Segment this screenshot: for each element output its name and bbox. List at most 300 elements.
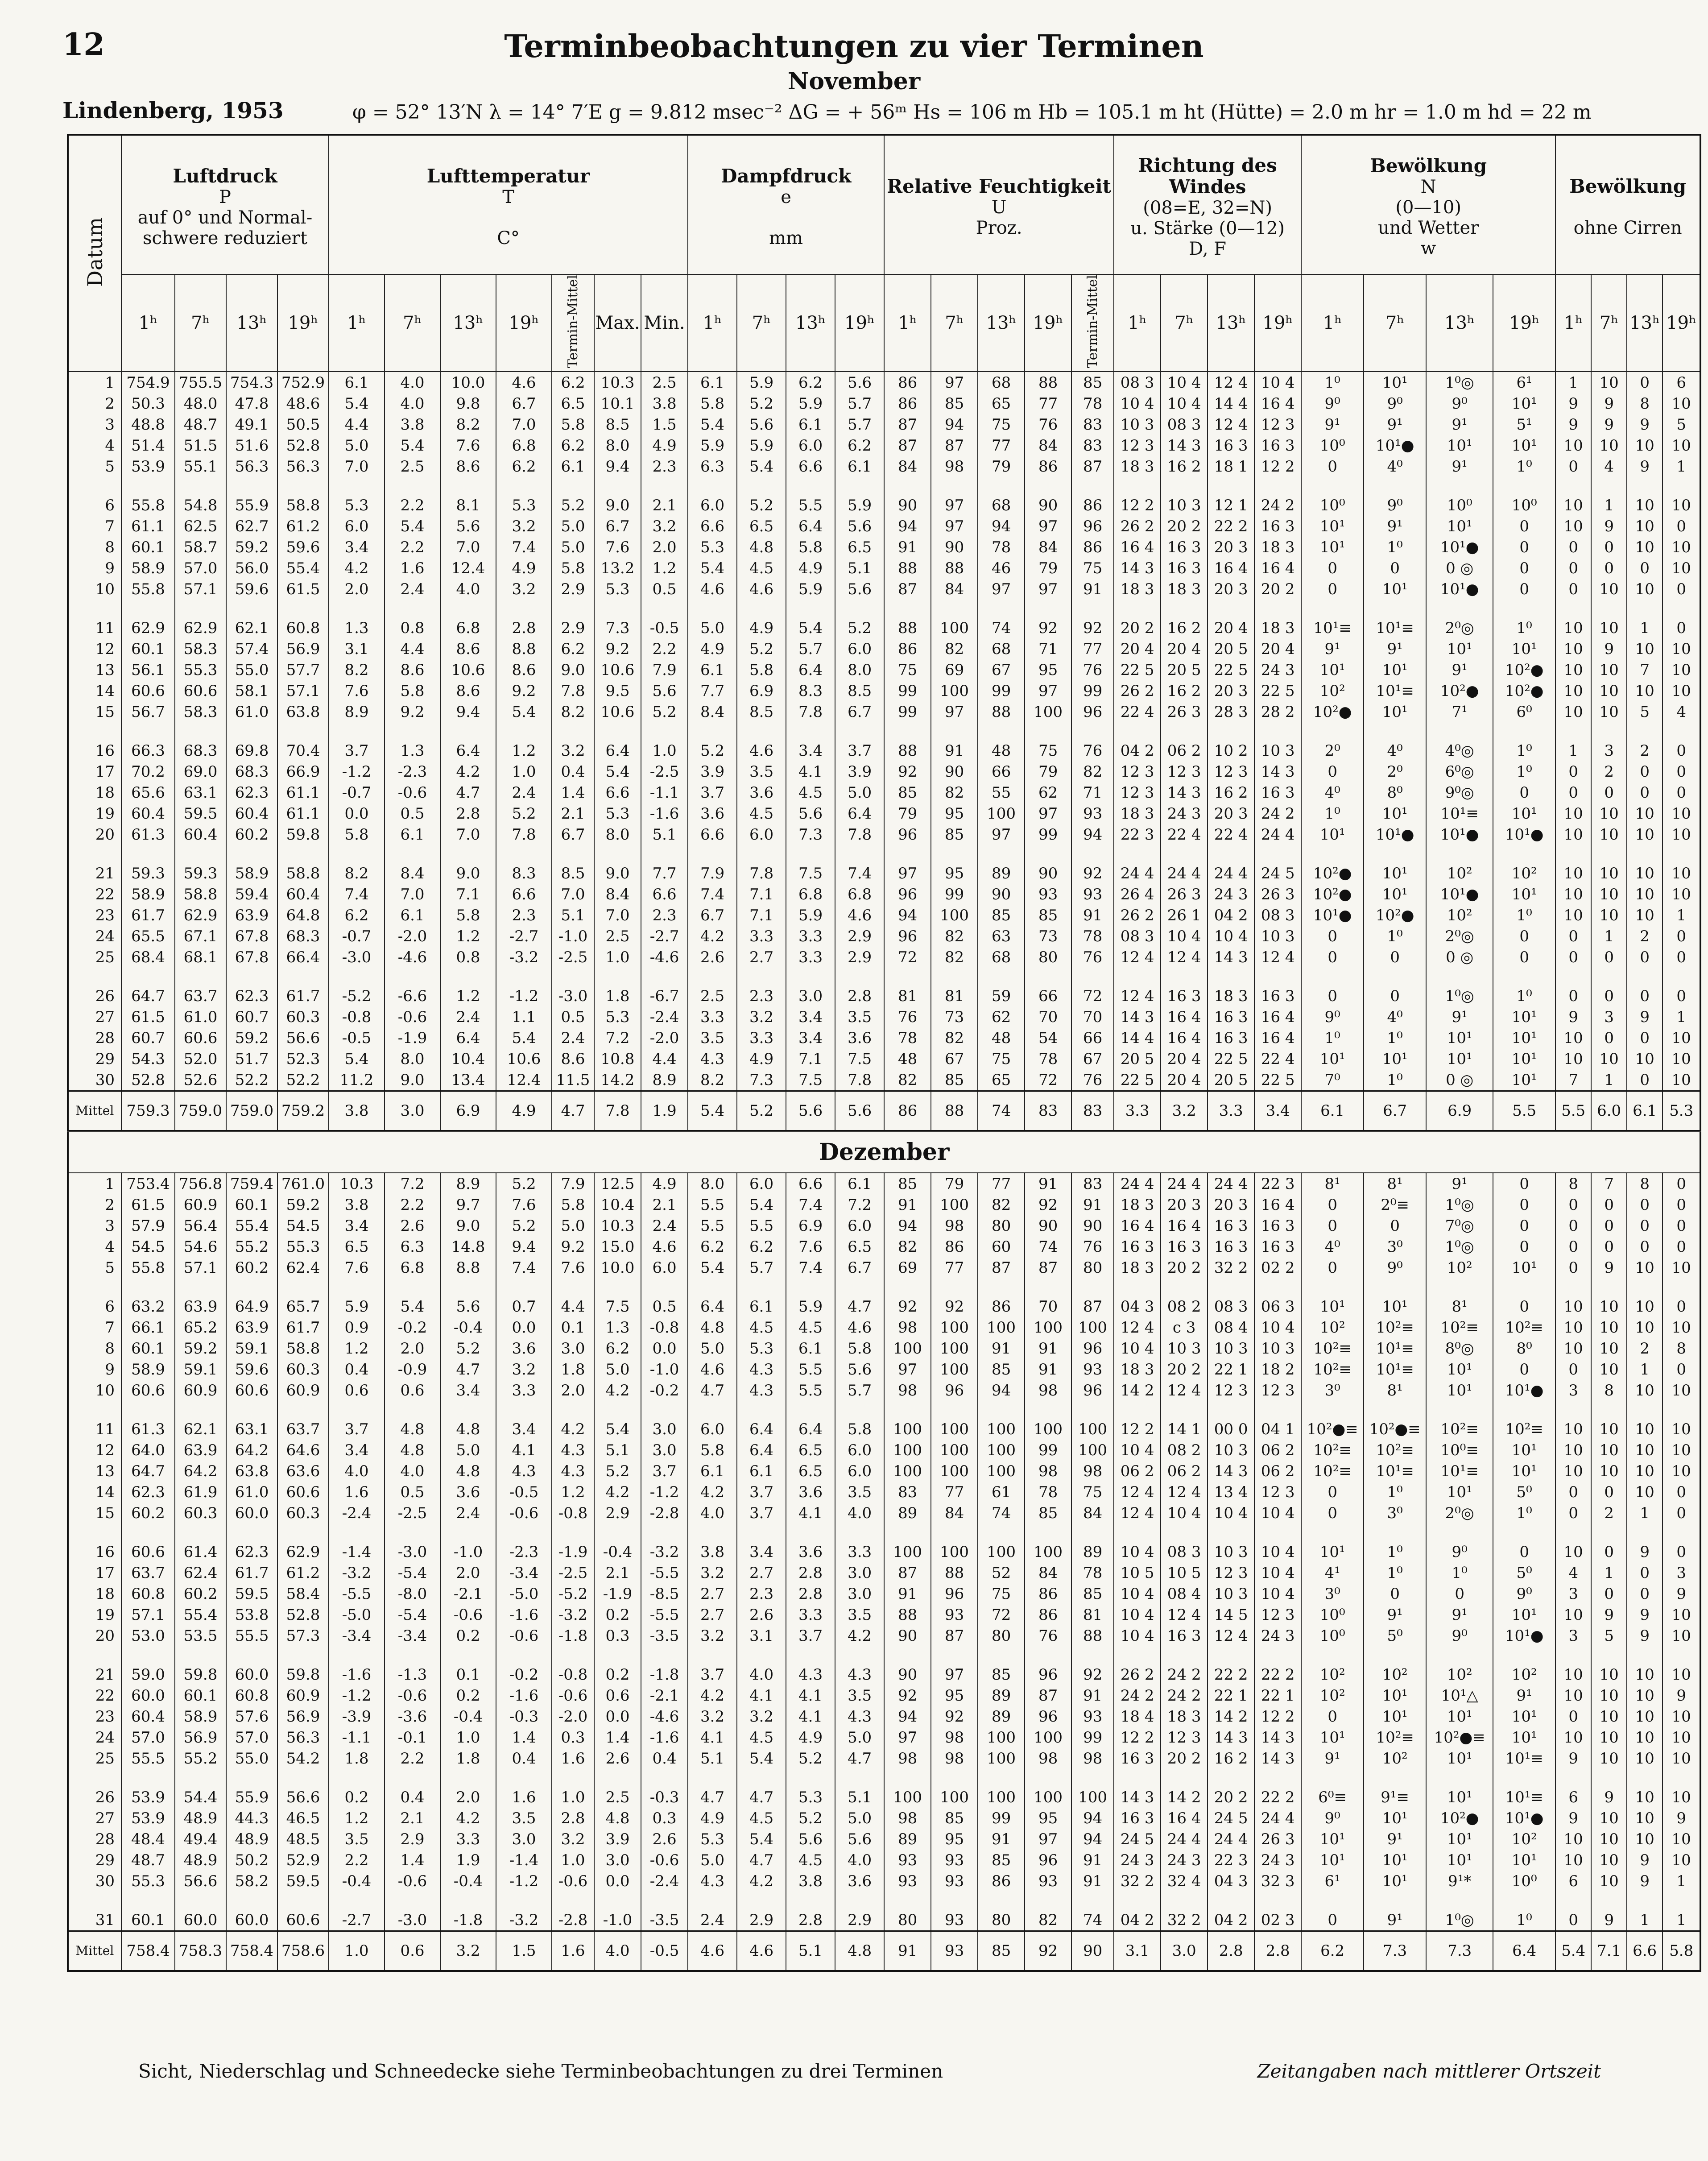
data-cell: 0.4 (552, 761, 594, 782)
data-cell: 59.1 (226, 1338, 277, 1359)
data-cell: 5.4 (496, 1027, 552, 1048)
data-cell: 48.6 (277, 393, 329, 414)
data-cell: 2⁰ (1301, 740, 1364, 761)
data-cell: 0 (1663, 1296, 1700, 1317)
data-cell: 10 (1555, 905, 1591, 926)
data-cell: 9.2 (594, 638, 641, 659)
mittel-cell: 758.6 (277, 1931, 329, 1971)
data-cell: 7.5 (786, 863, 835, 884)
data-cell: 72 (884, 947, 931, 968)
data-cell: 0 (1663, 1173, 1700, 1194)
data-cell: -3.0 (385, 1541, 440, 1562)
data-cell: 16 3 (1208, 1236, 1254, 1257)
data-cell: 66.3 (121, 740, 175, 761)
data-cell: 5.4 (786, 617, 835, 638)
data-cell: 56.6 (277, 1787, 329, 1808)
data-cell: 2.0 (552, 1380, 594, 1401)
data-cell: -2.0 (641, 1027, 688, 1048)
data-cell: 14 2 (1208, 1706, 1254, 1727)
data-cell: 100 (978, 1787, 1025, 1808)
data-cell: 2.9 (552, 617, 594, 638)
data-cell: 18 3 (1114, 1359, 1161, 1380)
data-cell: 3.2 (496, 516, 552, 537)
data-cell: 50.2 (226, 1850, 277, 1871)
data-cell: 63.7 (121, 1562, 175, 1583)
data-cell: 10 (1663, 1850, 1700, 1871)
data-cell: 60.1 (175, 1685, 226, 1706)
data-cell: 61.7 (277, 985, 329, 1006)
data-cell: 0 (1627, 1069, 1663, 1091)
data-cell: 97 (931, 495, 978, 516)
data-cell: 0 (1493, 782, 1555, 803)
data-cell: 8.8 (440, 1257, 496, 1278)
data-cell: 50.3 (121, 393, 175, 414)
data-cell: 0.4 (385, 1787, 440, 1808)
data-cell: 6.1 (688, 372, 737, 393)
data-cell: 1⁰ (1493, 761, 1555, 782)
data-cell: 10 (1555, 516, 1591, 537)
data-cell: 20 5 (1114, 1048, 1161, 1069)
data-cell: 10²≡ (1426, 1317, 1493, 1338)
data-cell: 5.2 (786, 1808, 835, 1829)
data-cell: 24 4 (1161, 863, 1208, 884)
date-cell: 7 (68, 1317, 121, 1338)
data-cell: 10 (1591, 1440, 1627, 1461)
month-heading-dezember: Dezember (68, 1131, 1700, 1173)
data-cell: 92 (931, 1706, 978, 1727)
data-cell: 3.6 (835, 1871, 884, 1892)
data-cell: 57.1 (121, 1604, 175, 1625)
data-cell: 63.9 (175, 1296, 226, 1317)
data-cell: 5.2 (688, 740, 737, 761)
data-cell: 59.8 (277, 824, 329, 845)
data-cell: 87 (884, 579, 931, 600)
data-cell: 72 (978, 1604, 1025, 1625)
data-cell: 53.5 (175, 1625, 226, 1646)
data-cell: 9 (1555, 1006, 1591, 1027)
data-cell: 63.9 (226, 905, 277, 926)
data-cell: 2⁰≡ (1364, 1194, 1426, 1215)
data-cell: 9¹ (1426, 1006, 1493, 1027)
data-cell: 7.1 (737, 884, 786, 905)
data-cell: 10 2 (1208, 740, 1254, 761)
data-cell: 67 (978, 659, 1025, 680)
data-cell: 100 (931, 1194, 978, 1215)
data-cell: 90 (931, 761, 978, 782)
data-cell: 4.1 (737, 1685, 786, 1706)
data-cell: 08 3 (1208, 1296, 1254, 1317)
data-cell: 10²●≡ (1301, 1419, 1364, 1440)
data-cell: 04 3 (1114, 1296, 1161, 1317)
feuchtigkeit-header: Relative Feuchtigkeit U Proz. (884, 135, 1114, 274)
data-cell: 3.8 (786, 1871, 835, 1892)
data-cell: 7.4 (786, 1257, 835, 1278)
data-cell: 60.6 (175, 680, 226, 701)
data-cell: 85 (931, 824, 978, 845)
data-cell: 68.3 (226, 761, 277, 782)
data-cell: 22 3 (1208, 1850, 1254, 1871)
data-cell: 1 (1627, 1909, 1663, 1931)
data-cell: -1.0 (594, 1909, 641, 1931)
data-cell: 5.2 (786, 1748, 835, 1769)
data-cell: 10²● (1301, 863, 1364, 884)
data-cell: 86 (884, 393, 931, 414)
data-cell: 3.2 (552, 1829, 594, 1850)
data-cell: 93 (1071, 884, 1114, 905)
data-cell: 5.4 (385, 516, 440, 537)
data-cell: 96 (1071, 701, 1114, 722)
data-cell: 4.2 (835, 1625, 884, 1646)
data-cell: 10 (1591, 1461, 1627, 1482)
data-cell: 78 (1071, 393, 1114, 414)
data-cell: 10 3 (1254, 740, 1301, 761)
data-cell: 16 4 (1114, 537, 1161, 558)
data-cell: 20 2 (1254, 579, 1301, 600)
data-cell: 5.5 (688, 1194, 737, 1215)
date-cell: 14 (68, 680, 121, 701)
data-cell: 1⁰ (1493, 456, 1555, 477)
data-cell: 5.8 (385, 680, 440, 701)
date-cell: 26 (68, 985, 121, 1006)
data-cell: 1⁰ (1301, 1027, 1364, 1048)
data-cell: 7.2 (835, 1194, 884, 1215)
data-cell: 91 (1071, 1685, 1114, 1706)
data-cell: 57.0 (175, 558, 226, 579)
data-cell: 6⁰◎ (1426, 761, 1493, 782)
data-cell: 22 1 (1254, 1685, 1301, 1706)
data-cell: 10 (1663, 537, 1700, 558)
data-cell: 16 4 (1161, 1006, 1208, 1027)
data-cell: 1.0 (440, 1727, 496, 1748)
data-cell: 10 (1555, 638, 1591, 659)
data-cell: 99 (978, 1808, 1025, 1829)
table-row (68, 1787, 1700, 1808)
data-cell: 9¹ (1364, 414, 1426, 435)
data-cell: 10¹ (1301, 1727, 1364, 1748)
data-cell: 10.4 (594, 1194, 641, 1215)
data-cell: 61.0 (175, 1006, 226, 1027)
data-cell: 10²●≡ (1364, 1419, 1426, 1440)
data-cell: 12.5 (594, 1173, 641, 1194)
data-cell: 8.4 (385, 863, 440, 884)
data-cell: 24 4 (1254, 824, 1301, 845)
data-cell: 5.4 (496, 701, 552, 722)
data-cell: 0 (1301, 1706, 1364, 1727)
data-cell: -5.4 (385, 1562, 440, 1583)
data-cell: 60.9 (175, 1194, 226, 1215)
data-cell: 5.8 (737, 659, 786, 680)
data-cell: 8.1 (440, 495, 496, 516)
data-cell: 18 3 (1114, 1194, 1161, 1215)
data-cell: 2.6 (688, 947, 737, 968)
data-cell: 10 (1555, 435, 1591, 456)
data-cell: 0.5 (641, 1296, 688, 1317)
data-cell: 10 (1591, 1829, 1627, 1850)
mittel-cell: 4.6 (737, 1931, 786, 1971)
data-cell: 0 (1493, 1541, 1555, 1562)
data-cell: -3.0 (385, 1909, 440, 1931)
subheader-1h: 1ʰ (688, 274, 737, 372)
data-cell: 8 (1627, 1173, 1663, 1194)
data-cell: 0.2 (329, 1787, 385, 1808)
data-cell: 78 (1025, 1048, 1071, 1069)
data-cell: 16 3 (1161, 985, 1208, 1006)
data-cell: 65.5 (121, 926, 175, 947)
table-row (68, 659, 1700, 680)
data-cell: 0 (1663, 926, 1700, 947)
data-cell: 3.0 (641, 1419, 688, 1440)
data-cell: 0.0 (594, 1871, 641, 1892)
data-cell: 8.0 (835, 659, 884, 680)
data-cell: 62.4 (175, 1562, 226, 1583)
mittel-cell: -0.5 (641, 1931, 688, 1971)
data-cell: 20 2 (1161, 1359, 1208, 1380)
data-cell: 4.7 (688, 1380, 737, 1401)
data-cell: 0 (1627, 1027, 1663, 1048)
data-cell: 5⁰ (1493, 1482, 1555, 1503)
data-cell: 100 (1025, 1787, 1071, 1808)
data-cell: 1.3 (385, 740, 440, 761)
data-cell: 2.4 (496, 782, 552, 803)
data-cell: 24 2 (1254, 495, 1301, 516)
data-cell: 2.5 (688, 985, 737, 1006)
data-cell: 80 (1071, 1257, 1114, 1278)
data-cell: 10 (1627, 863, 1663, 884)
mittel-cell: 1.9 (641, 1091, 688, 1131)
data-cell: 4.9 (688, 1808, 737, 1829)
data-cell: 73 (931, 1006, 978, 1027)
data-cell: 9¹≡ (1364, 1787, 1426, 1808)
mittel-cell: 91 (884, 1931, 931, 1971)
subheader-termin-mittel: Termin-Mittel (552, 274, 594, 372)
data-cell: 10¹● (1493, 1625, 1555, 1646)
data-cell: 5.0 (440, 1440, 496, 1461)
data-cell: 5.9 (835, 495, 884, 516)
data-cell: 60.6 (175, 1027, 226, 1048)
data-cell: 4.2 (552, 1419, 594, 1440)
data-cell: 70.4 (277, 740, 329, 761)
data-cell: 14 3 (1208, 947, 1254, 968)
subheader-19h: 19ʰ (1254, 274, 1301, 372)
data-cell: 7.0 (594, 905, 641, 926)
table-row (68, 1257, 1700, 1278)
data-cell: 5.0 (594, 1359, 641, 1380)
data-cell: 76 (1025, 414, 1071, 435)
data-cell: 58.7 (175, 537, 226, 558)
data-cell: 100 (978, 803, 1025, 824)
data-cell: 54.5 (121, 1236, 175, 1257)
data-cell: 5.1 (688, 1748, 737, 1769)
data-cell: 10 (1555, 884, 1591, 905)
data-cell: 7.1 (440, 884, 496, 905)
data-cell: 1.0 (552, 1787, 594, 1808)
data-cell: 10¹ (1493, 1440, 1555, 1461)
data-cell: 3.5 (835, 1604, 884, 1625)
table-row (68, 393, 1700, 414)
data-cell: 0 (1663, 947, 1700, 968)
data-cell: 0 (1555, 579, 1591, 600)
data-cell: 75 (978, 1048, 1025, 1069)
data-cell: 97 (1025, 1829, 1071, 1850)
data-cell: 6.4 (737, 1440, 786, 1461)
mittel-cell: 7.1 (1591, 1931, 1627, 1971)
data-cell: 87 (884, 414, 931, 435)
data-cell: 3.8 (385, 414, 440, 435)
data-cell: 20 3 (1208, 803, 1254, 824)
data-cell: 18 3 (1114, 803, 1161, 824)
data-cell: 5.3 (688, 1829, 737, 1850)
data-cell: 64.7 (121, 985, 175, 1006)
data-cell: 100 (931, 680, 978, 701)
data-cell: 14 3 (1208, 1461, 1254, 1482)
data-cell: 10 (1627, 495, 1663, 516)
data-cell: 10¹ (1301, 659, 1364, 680)
data-cell: 84 (931, 1503, 978, 1523)
data-cell: 55.3 (175, 659, 226, 680)
data-cell: 20 4 (1161, 1048, 1208, 1069)
data-cell: 88 (931, 1562, 978, 1583)
data-cell: 1.0 (496, 761, 552, 782)
data-cell: -5.0 (496, 1583, 552, 1604)
data-cell: 3.9 (835, 761, 884, 782)
data-cell: 3.4 (496, 1419, 552, 1440)
data-cell: 5.4 (329, 1048, 385, 1069)
data-cell: -2.5 (552, 1562, 594, 1583)
data-cell: -1.2 (641, 1482, 688, 1503)
spacer-row (68, 722, 1700, 740)
data-cell: 9 (1627, 1006, 1663, 1027)
date-cell: 17 (68, 1562, 121, 1583)
table-row (68, 1664, 1700, 1685)
data-cell: 1.2 (641, 558, 688, 579)
data-cell: 9¹ (1301, 638, 1364, 659)
data-cell: 7⁰◎ (1426, 1215, 1493, 1236)
data-cell: 1⁰ (1493, 985, 1555, 1006)
data-cell: 3.0 (552, 1338, 594, 1359)
data-cell: 6.5 (329, 1236, 385, 1257)
data-cell: -2.8 (641, 1503, 688, 1523)
data-cell: 0 (1663, 761, 1700, 782)
data-cell: 79 (978, 456, 1025, 477)
data-cell: 94 (884, 1215, 931, 1236)
data-cell: 0 (1663, 1236, 1700, 1257)
mittel-cell: 3.0 (1161, 1931, 1208, 1971)
data-cell: 10 3 (1208, 1338, 1254, 1359)
data-cell: -1.2 (496, 985, 552, 1006)
data-cell: 70.2 (121, 761, 175, 782)
data-cell: 5.2 (440, 1338, 496, 1359)
data-cell: 10¹≡ (1493, 1748, 1555, 1769)
data-cell: 94 (1071, 1808, 1114, 1829)
data-cell: 3⁰ (1301, 1583, 1364, 1604)
data-cell: 0.7 (496, 1296, 552, 1317)
data-cell: 60.7 (121, 1027, 175, 1048)
data-cell: 3.7 (786, 1625, 835, 1646)
data-cell: 0 (1301, 1257, 1364, 1278)
mittel-cell: 83 (1071, 1091, 1114, 1131)
data-cell: 16 4 (1254, 558, 1301, 579)
data-cell: 10 (1663, 659, 1700, 680)
data-cell: 10 (1663, 1380, 1700, 1401)
data-cell: 5.5 (786, 495, 835, 516)
data-cell: 10¹ (1493, 1069, 1555, 1091)
date-cell: 18 (68, 1583, 121, 1604)
data-cell: 2.5 (594, 1787, 641, 1808)
data-cell: 10¹≡ (1364, 617, 1426, 638)
data-cell: 5.4 (688, 558, 737, 579)
data-cell: 0 (1301, 985, 1364, 1006)
data-cell: 10 (1663, 1727, 1700, 1748)
data-cell: 0.0 (496, 1317, 552, 1338)
data-cell: 61.2 (277, 1562, 329, 1583)
data-cell: 2.2 (385, 1748, 440, 1769)
data-cell: 14 3 (1161, 782, 1208, 803)
subheader-7h: 7ʰ (737, 274, 786, 372)
data-cell: 12 4 (1161, 1380, 1208, 1401)
data-cell: -0.2 (496, 1664, 552, 1685)
data-cell: 10 (1627, 516, 1663, 537)
data-cell: 5.9 (786, 905, 835, 926)
data-cell: 04 2 (1114, 1909, 1161, 1931)
data-cell: 9¹ (1426, 414, 1493, 435)
data-cell: -2.0 (385, 926, 440, 947)
data-cell: 0 (1627, 947, 1663, 968)
data-cell: 5.4 (688, 1257, 737, 1278)
date-cell: 25 (68, 1748, 121, 1769)
data-cell: 82 (931, 1027, 978, 1048)
data-cell: 7.5 (835, 1048, 884, 1069)
data-cell: 16 3 (1114, 1236, 1161, 1257)
table-row (68, 495, 1700, 516)
data-cell: 10 4 (1161, 372, 1208, 393)
date-cell: 20 (68, 824, 121, 845)
data-cell: 7.8 (496, 824, 552, 845)
mittel-cell: 4.9 (496, 1091, 552, 1131)
table-row (68, 863, 1700, 884)
data-cell: 5.6 (440, 1296, 496, 1317)
data-cell: -0.5 (329, 1027, 385, 1048)
data-cell: 10 3 (1114, 414, 1161, 435)
date-cell: 27 (68, 1808, 121, 1829)
data-cell: 58.9 (226, 863, 277, 884)
data-cell: 0 (1663, 617, 1700, 638)
table-row (68, 1541, 1700, 1562)
data-cell: 10 (1591, 1338, 1627, 1359)
data-cell: 10²≡ (1301, 1338, 1364, 1359)
data-cell: -0.6 (385, 1685, 440, 1706)
data-cell: 8.9 (329, 701, 385, 722)
data-cell: 10¹≡ (1301, 617, 1364, 638)
data-cell: 0 (1627, 558, 1663, 579)
data-cell: 0 (1493, 537, 1555, 558)
data-cell: 5.2 (835, 617, 884, 638)
date-cell: 21 (68, 863, 121, 884)
data-cell: 8⁰◎ (1426, 1338, 1493, 1359)
data-cell: 60.0 (121, 1685, 175, 1706)
data-cell: 0 (1663, 579, 1700, 600)
data-cell: 1⁰ (1364, 1069, 1426, 1091)
data-cell: 10 (1627, 1440, 1663, 1461)
data-cell: 6.1 (835, 456, 884, 477)
data-cell: 59.8 (175, 1664, 226, 1685)
spacer-row (68, 845, 1700, 863)
data-cell: 24 4 (1208, 1829, 1254, 1850)
data-cell: 3 (1591, 740, 1627, 761)
data-cell: 22 4 (1161, 824, 1208, 845)
data-cell: 6.4 (688, 1296, 737, 1317)
data-cell: 1.2 (329, 1808, 385, 1829)
data-cell: -1.0 (440, 1541, 496, 1562)
